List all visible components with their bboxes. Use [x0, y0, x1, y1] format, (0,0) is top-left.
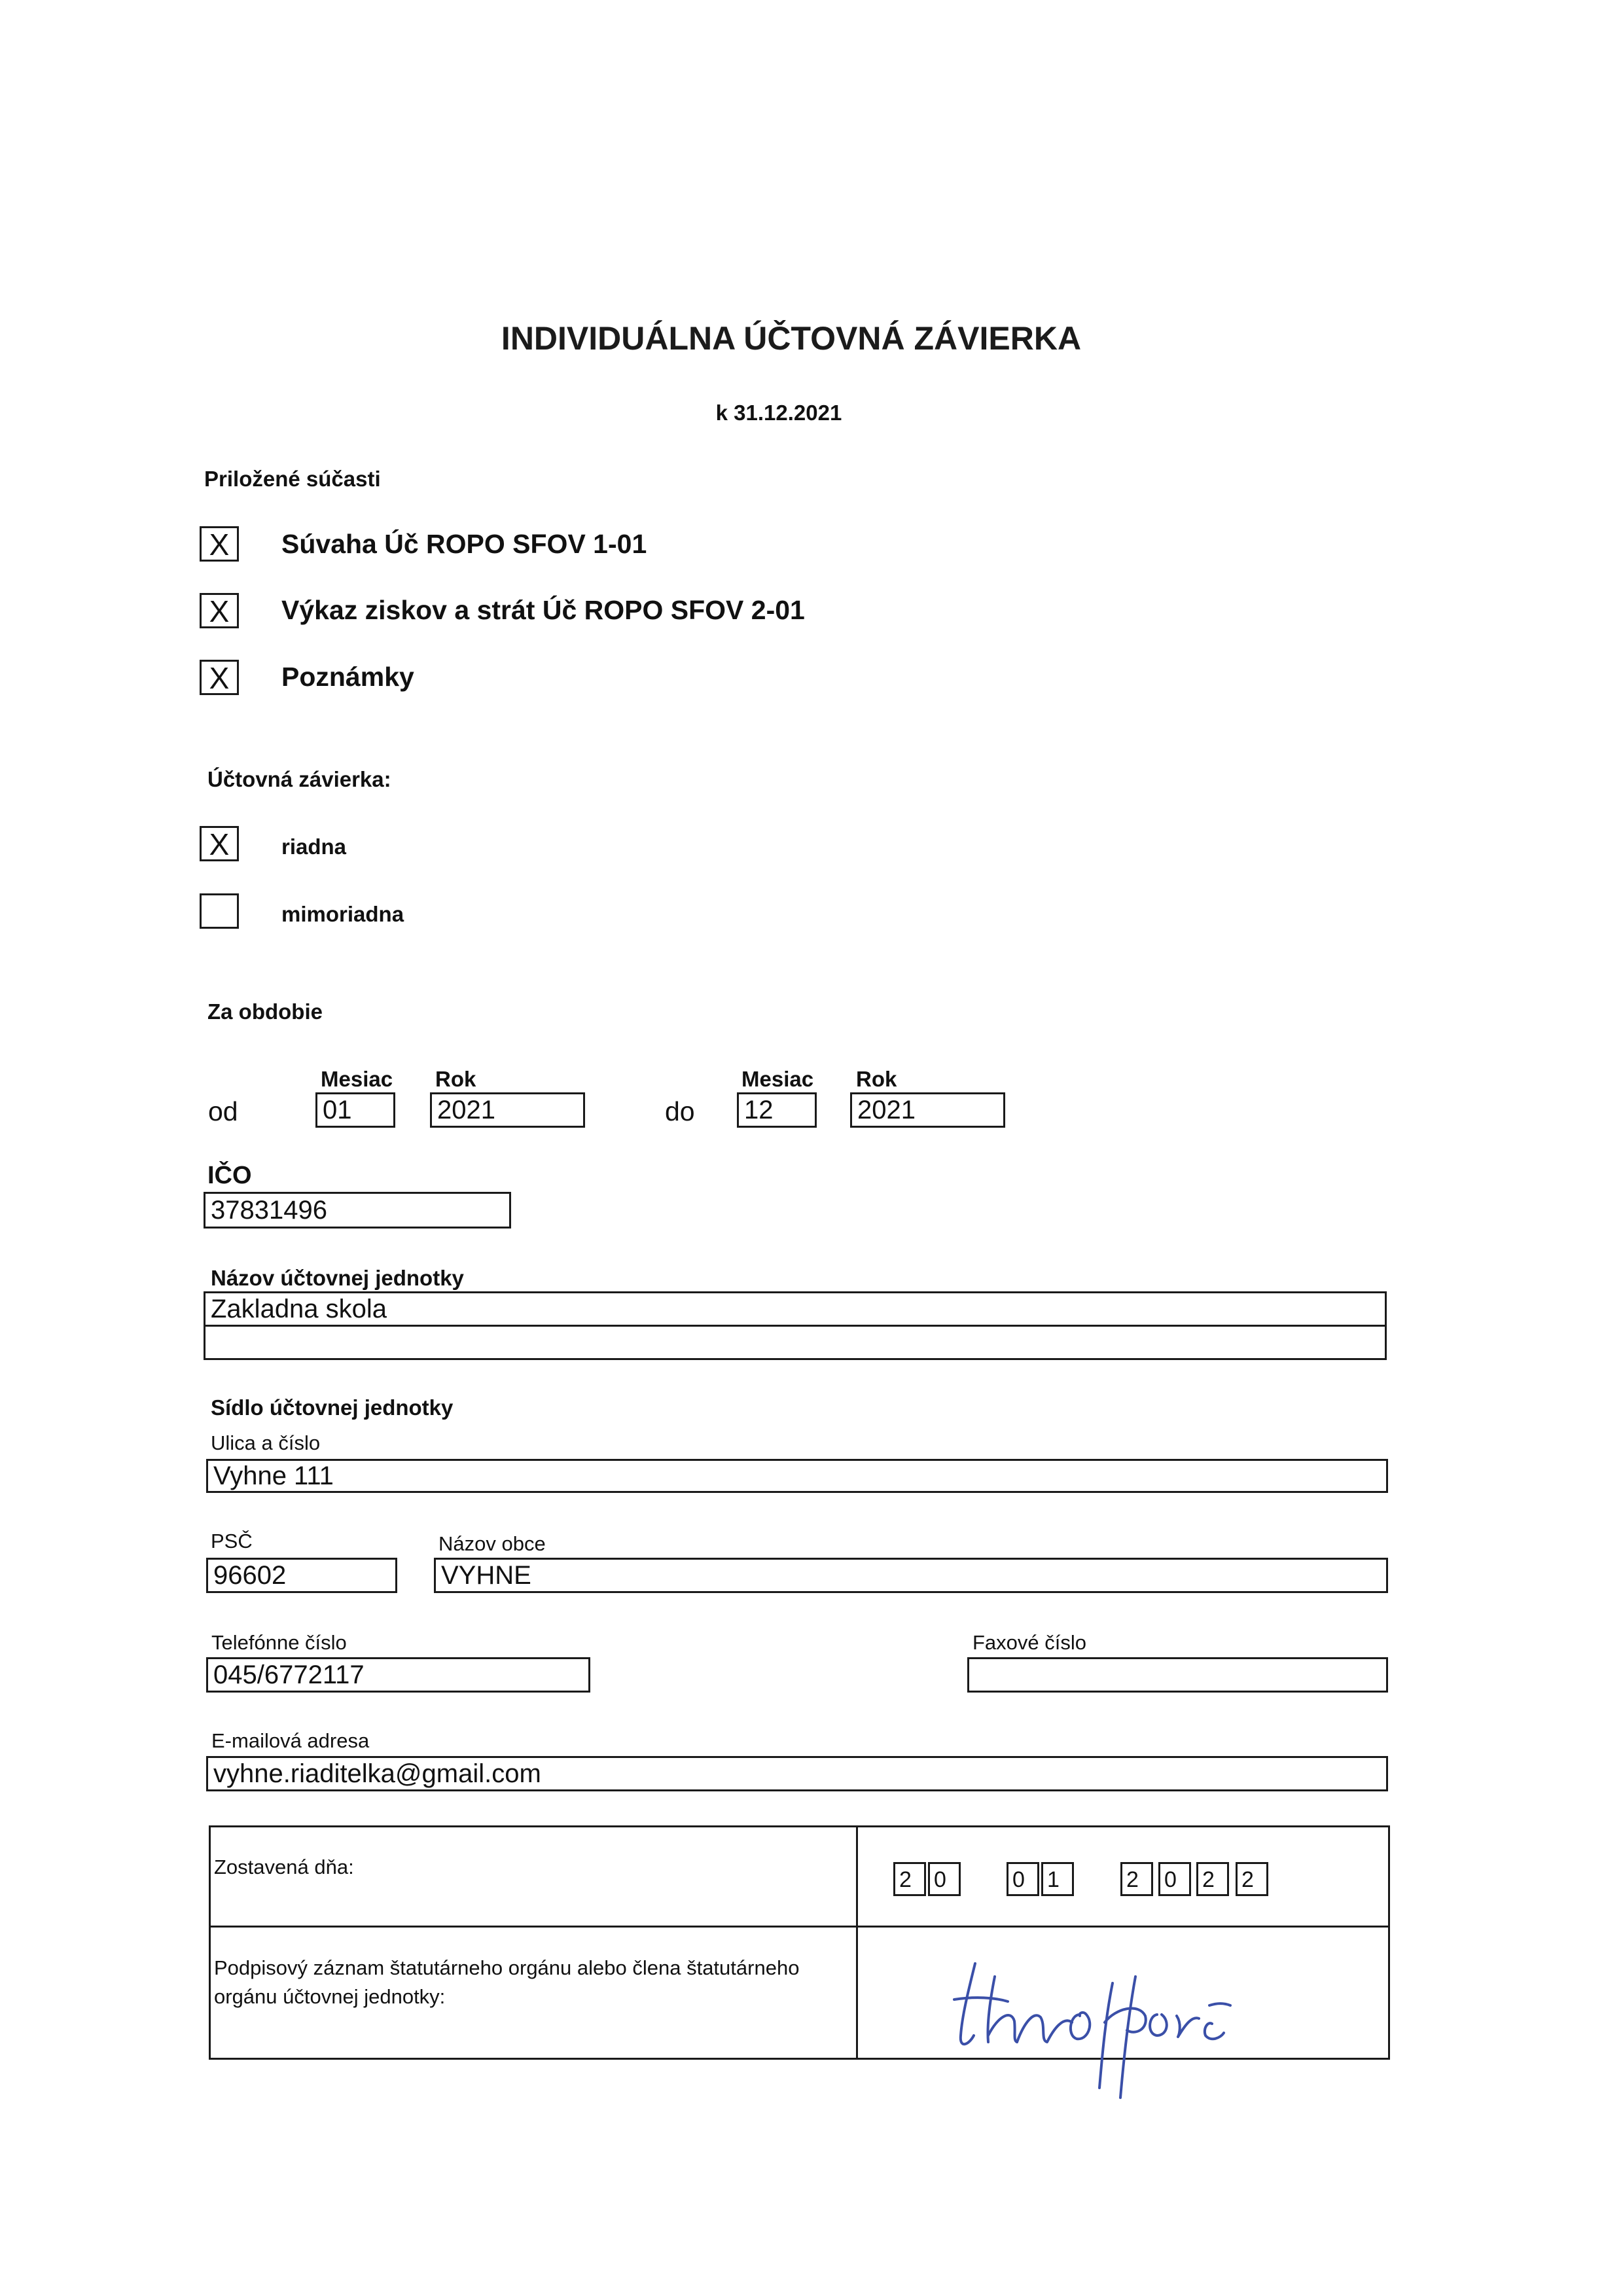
- fax-field[interactable]: [967, 1657, 1388, 1693]
- date-digit-3[interactable]: 0: [1007, 1862, 1039, 1896]
- document-date: k 31.12.2021: [715, 401, 842, 425]
- email-field[interactable]: vyhne.riaditelka@gmail.com: [206, 1756, 1388, 1791]
- psc-field[interactable]: 96602: [206, 1558, 397, 1593]
- date-digit-2[interactable]: 0: [928, 1862, 961, 1896]
- email-label: E-mailová adresa: [211, 1729, 370, 1752]
- checkbox-poznamky[interactable]: X: [200, 660, 239, 695]
- street-field[interactable]: Vyhne 111: [206, 1459, 1388, 1493]
- city-label: Názov obce: [438, 1532, 546, 1555]
- table-divider-horizontal: [209, 1926, 1390, 1928]
- from-month-label: Mesiac: [321, 1067, 393, 1091]
- period-label: Za obdobie: [207, 999, 323, 1024]
- date-digit-4[interactable]: 1: [1041, 1862, 1074, 1896]
- to-year-field[interactable]: 2021: [850, 1092, 1005, 1128]
- to-year-label: Rok: [856, 1067, 897, 1091]
- checkbox-vykaz[interactable]: X: [200, 593, 239, 628]
- attachment-poznamky-label: Poznámky: [281, 662, 414, 692]
- date-digit-1[interactable]: 2: [893, 1862, 926, 1896]
- date-digit-7[interactable]: 2: [1196, 1862, 1229, 1896]
- from-year-field[interactable]: 2021: [430, 1092, 585, 1128]
- from-year-label: Rok: [435, 1067, 476, 1091]
- to-label: do: [665, 1096, 695, 1126]
- document-title: INDIVIDUÁLNA ÚČTOVNÁ ZÁVIERKA: [501, 320, 1082, 357]
- psc-label: PSČ: [211, 1530, 253, 1552]
- compiled-date-label: Zostavená dňa:: [214, 1856, 354, 1878]
- option-riadna-label: riadna: [281, 834, 347, 859]
- signature-record-label: Podpisový záznam štatutárneho orgánu alebo člena štatutárneho orgánu účtovnej jednotky:: [214, 1956, 800, 2008]
- city-field[interactable]: VYHNE: [434, 1558, 1388, 1593]
- ico-label: IČO: [207, 1162, 252, 1189]
- to-month-field[interactable]: 12: [737, 1092, 817, 1128]
- attachments-label: Priložené súčasti: [204, 467, 381, 491]
- entity-name-field-line1[interactable]: Zakladna skola: [204, 1291, 1387, 1327]
- entity-name-label: Názov účtovnej jednotky: [211, 1266, 464, 1290]
- table-divider-vertical: [856, 1825, 858, 2060]
- address-label: Sídlo účtovnej jednotky: [211, 1395, 454, 1420]
- entity-name-field-line2[interactable]: [204, 1325, 1387, 1360]
- from-month-field[interactable]: 01: [315, 1092, 395, 1128]
- attachment-suvaha-label: Súvaha Úč ROPO SFOV 1-01: [281, 529, 647, 559]
- date-digit-6[interactable]: 0: [1158, 1862, 1191, 1896]
- checkbox-suvaha[interactable]: X: [200, 526, 239, 562]
- to-month-label: Mesiac: [741, 1067, 814, 1091]
- checkbox-mimoriadna[interactable]: [200, 893, 239, 929]
- date-digit-5[interactable]: 2: [1120, 1862, 1153, 1896]
- from-label: od: [208, 1096, 238, 1126]
- option-mimoriadna-label: mimoriadna: [281, 902, 404, 926]
- phone-label: Telefónne číslo: [211, 1631, 347, 1654]
- fax-label: Faxové číslo: [972, 1631, 1087, 1654]
- attachment-vykaz-label: Výkaz ziskov a strát Úč ROPO SFOV 2-01: [281, 595, 805, 625]
- checkbox-riadna[interactable]: X: [200, 826, 239, 861]
- handwritten-signature: [949, 1937, 1302, 2108]
- date-digit-8[interactable]: 2: [1236, 1862, 1268, 1896]
- street-label: Ulica a číslo: [211, 1431, 321, 1454]
- phone-field[interactable]: 045/6772117: [206, 1657, 590, 1693]
- ico-field[interactable]: 37831496: [204, 1192, 511, 1229]
- closing-type-label: Účtovná závierka:: [207, 767, 391, 791]
